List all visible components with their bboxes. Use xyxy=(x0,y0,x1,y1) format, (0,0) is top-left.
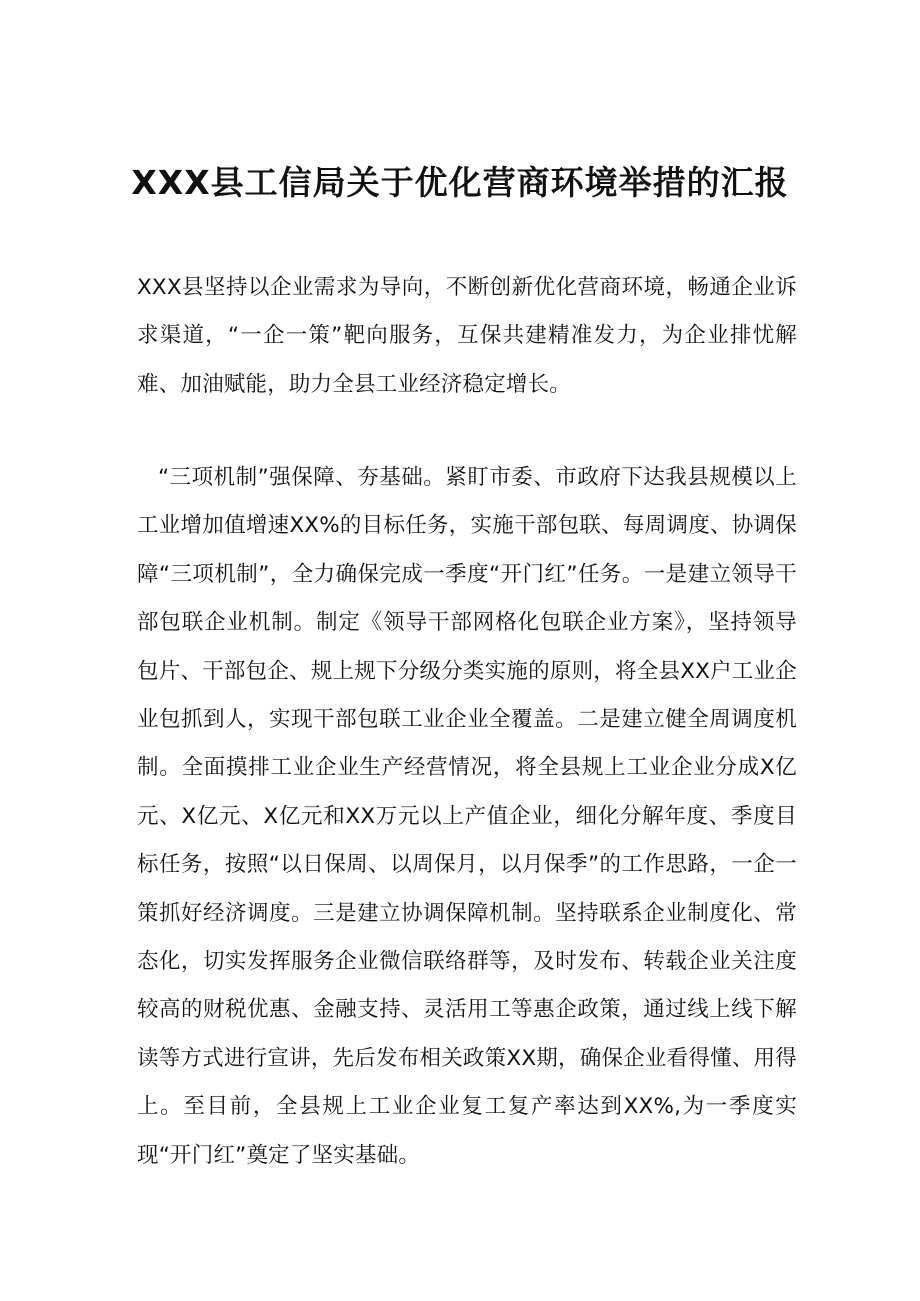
document-title: XXX县工信局关于优化营商环境举措的汇报 xyxy=(131,163,789,203)
mechanism-paragraph: “三项机制”强保障、夯基础。紧盯市委、市政府下达我县规模以上工业增加值增速XX%的目标任务，实施干部包联、每周调度、协调保障“三项机制”，全力确保完成一季度“开门红”任务。一是建立领导干部包联企业机制。制定《领导干部网格化包联企业方案》，坚持领导包片、干部包企、规上规下分级分类实施的原则，将全县XX户工业企业包抓到人，实现干部包联工业企业全覆盖。二是建立健全周调度机制。全面摸排工业企业生产经营情况，将全县规上工业企业分成X亿元、X亿元、X亿元和XX万元以上产值企业，细化分解年度、季度目标任务，按照“以日保周、以周保月，以月保季”的工作思路，一企一策抓好经济调度。三是建立协调保障机制。坚持联系企业制度化、常态化，切实发挥服务企业微信联络群等，及时发布、转载企业关注度较高的财税优惠、金融支持、灵活用工等惠企政策，通过线上线下解读等方式进行宣讲，先后发布相关政策XX期，确保企业看得懂、用得上。至目前，全县规上工业企业复工复产率达到XX%,为一季度实现“开门红”奠定了坚实基础。 xyxy=(137,465,797,1168)
intro-paragraph: XXX县坚持以企业需求为导向，不断创新优化营商环境，畅通企业诉求渠道，“一企一策”靶向服务，互保共建精准发力，为企业排忧解难、加油赋能，助力全县工业经济稳定增长。 xyxy=(137,275,797,397)
